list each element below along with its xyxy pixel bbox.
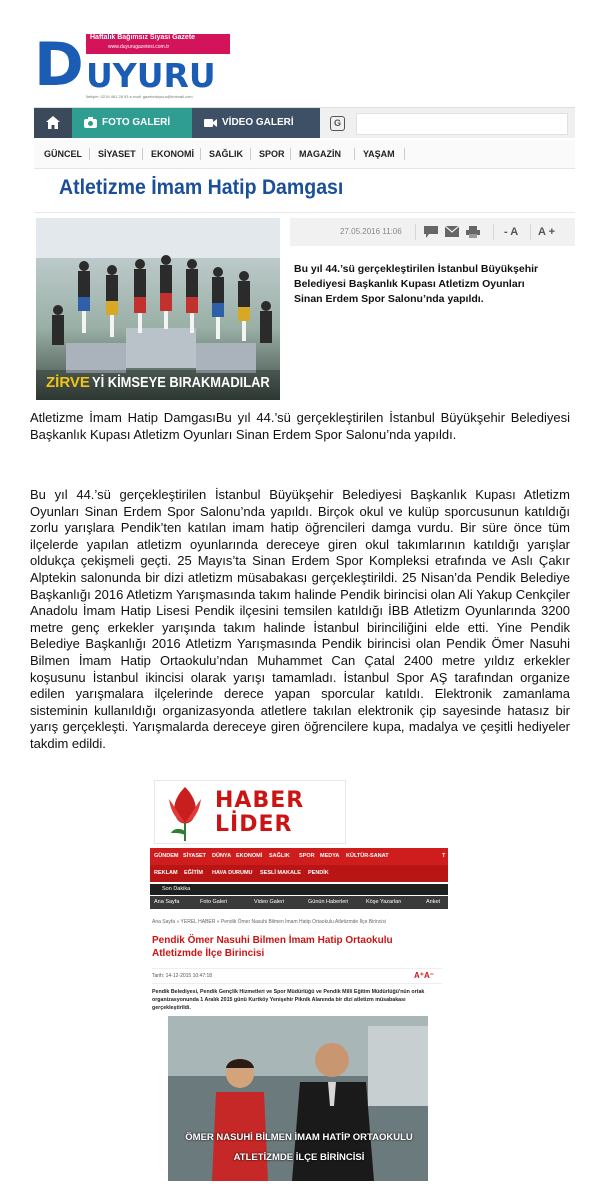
search-input[interactable] — [356, 113, 568, 135]
embed-sub-nav — [150, 865, 448, 882]
logo-tagline: Haftalık Bağımsız Siyasi Gazete — [90, 34, 196, 41]
site-logo[interactable] — [34, 30, 230, 104]
embed-nav-item: EĞİTİM — [184, 870, 203, 876]
haberlider-logo-line1: HABER — [215, 788, 305, 813]
embedded-news-screenshot — [150, 776, 448, 1183]
article-headline: Atletizme İmam Hatip Damgası — [59, 176, 344, 199]
divider — [34, 212, 575, 213]
mail-icon[interactable] — [445, 226, 459, 237]
embed-quick-item: Anket — [426, 899, 441, 905]
logo-wordmark: UYURU — [86, 56, 216, 95]
embed-breadcrumb: Ana Sayfa » YEREL HABER » Pendik Ömer Nasuhi Bilmen İmam Hatip Ortaokulu Atletizmde İlçe Birincisi — [152, 919, 386, 925]
embed-nav-item: EKONOMİ — [236, 853, 263, 859]
google-plus-icon[interactable]: G — [330, 116, 345, 131]
embed-nav-item: DÜNYA — [212, 853, 232, 859]
camera-icon — [84, 117, 97, 128]
embed-quick-nav — [150, 896, 448, 909]
article-paragraph-2: Bu yıl 44.’sü gerçekleştirilen İstanbul Büyükşehir Belediyesi Başkanlık Kupası Atletizm Oyunları Sinan Erdem Spor Salonu’nda yapıldı. Birçok okul ve kulüp sporcusunun katıldığı zorlu yarışlara Pendik’ten katılan imam hatip öğrencileri damga vurdu. Bir süre önce tüm ilçelerde yapılan atletizm oyunlarında dereceye giren okul takımlarının katıldığı yarışlar oldukça çekişmeli geçti. 25 Mayıs’ta Sinan Erdem Spor Kompleksi etrafında ve Aslı Çakır Alptekin salonunda bir dizi atletizm müsabakası gerçekleştirildi. 25 Nisan’da Pendik Belediye Başkanlığı 2016 Atletizm Yarışmasında takım halinde Pendik birincisi olan Ali Yakup Cenkçiler Anadolu İmam Hatip Lisesi Pendik ilçesini temsilen katıldığı İBB Atletizm Oyunlarında 3200 metre genç erkekler yarışında takım halinde İstanbul birinciliğini elde etti. Yine Pendik Belediye Başkanlığı 2016 Atletizm Yarışmasında Pendik birincisi olan Pendik Ömer Nasuhi Bilmen İmam Hatip Ortaokulu’ndan Muhammet Can Çatal 2400 metre yıldız erkekler koşusunu İstanbul ikincisi olarak yarışı tamamladı. İstanbul Spor AŞ tarafından organize edilen yarışmalara ilçelerinde derece yapan sporcular katıldı. Elektronik zamanlama sisteminin kullanıldığı organizasyonda atletlere takılan elektronik çip sayesinde hatasız bir yarış gerçekleşti. Yarışmalarda dereceye giren öğrencilere kupa, madalya ve çeşitli hediyeler takdim edildi. — [30, 487, 570, 751]
photo-gallery-link[interactable] — [72, 108, 192, 138]
embed-caption-line2: ATLETİZMDE İLÇE BİRİNCİSİ — [233, 1152, 365, 1163]
photo-gallery-label: FOTO GALERİ — [102, 117, 171, 128]
embed-quick-item: Ana Sayfa — [154, 899, 180, 905]
embed-quick-item: Video Galeri — [254, 899, 285, 905]
haberlider-logo-line2: LİDER — [215, 812, 293, 837]
embed-nav-item: SİYASET — [183, 853, 207, 859]
font-increase-button[interactable]: A + — [538, 226, 556, 238]
embed-quick-item: Köşe Yazarları — [366, 899, 402, 905]
nav-item-saglik[interactable]: SAĞLIK — [209, 149, 244, 159]
embed-nav-item: T — [442, 853, 446, 859]
nav-item-yasam[interactable]: YAŞAM — [363, 149, 395, 159]
photo-caption-text: Yİ KİMSEYE BIRAKMADILAR — [92, 374, 270, 391]
embed-nav-item: REKLAM — [154, 870, 178, 876]
article-date: 27.05.2016 11:06 — [340, 227, 402, 236]
embed-nav-item: SESLİ MAKALE — [260, 870, 301, 876]
embed-title: Pendik Ömer Nasuhi Bilmen İmam Hatip Ortaokulu Atletizmde İlçe Birincisi — [152, 935, 393, 959]
nav-item-siyaset[interactable]: SİYASET — [98, 149, 136, 159]
font-decrease-button[interactable]: - A — [504, 226, 519, 238]
comment-icon[interactable] — [424, 226, 438, 238]
embed-lead: Pendik Belediyesi, Pendik Gençlik Hizmetleri ve Spor Müdürlüğü ve Pendik Milli Eğitim Müdürlüğü'nün ortak organizasyonunda 1 Aralık 2015 günü Kurtköy Yenişehir Piknik Alanında bir dizi atletizm müsabakası gerçekleştirildi. — [152, 989, 425, 1011]
embed-main-nav — [150, 848, 448, 865]
embed-quick-item: Günün Haberleri — [308, 899, 349, 905]
embed-breaking-news — [150, 884, 448, 895]
nav-item-spor[interactable]: SPOR — [259, 149, 285, 159]
embed-quick-item: Foto Galeri — [200, 899, 228, 905]
embed-nav-item: SAĞLIK — [269, 853, 290, 859]
embed-font-controls: A⁺A⁻ — [414, 971, 434, 980]
logo-contact: İletişim: 0216 481 28 93 e-mail: gazeteduyuru@hotmail.com — [86, 94, 193, 99]
embed-caption-line1: ÖMER NASUHİ BİLMEN İMAM HATİP ORTAOKULU — [185, 1132, 413, 1143]
article-meta-bar — [290, 218, 575, 246]
photo-caption — [36, 370, 280, 400]
video-gallery-link[interactable] — [192, 108, 320, 138]
nav-item-magazin[interactable]: MAGAZİN — [299, 149, 341, 159]
embed-nav-item: KÜLTÜR-SANAT — [346, 853, 389, 859]
video-icon — [204, 117, 217, 128]
nav-item-guncel[interactable]: GÜNCEL — [44, 149, 82, 159]
logo-letter: D — [34, 30, 82, 100]
video-gallery-label: VİDEO GALERİ — [222, 117, 294, 128]
embed-nav-item: GÜNDEM — [154, 853, 179, 859]
photo-caption-highlight: ZİRVE — [46, 374, 90, 391]
home-button[interactable] — [34, 108, 72, 138]
article-summary: Bu yıl 44.’sü gerçekleştirilen İstanbul Büyükşehir Belediyesi Başkanlık Kupası Atletizm Oyunları Sinan Erdem Spor Salonu’nda yapıldı. — [294, 263, 539, 305]
embed-nav-item: SPOR — [299, 853, 315, 859]
home-icon — [46, 116, 60, 129]
embed-date-row — [152, 968, 442, 984]
embed-date: Tarih: 14-12-2015 10:47:18 — [152, 973, 213, 979]
embed-nav-item: MEDYA — [320, 853, 340, 859]
article-paragraph-1: Atletizme İmam Hatip DamgasıBu yıl 44.’sü gerçekleştirilen İstanbul Büyükşehir Belediyesi Başkanlık Kupası Atletizm Oyunları Sinan Erdem Spor Salonu’nda yapıldı. — [30, 410, 570, 442]
embed-nav-item: PENDİK — [308, 870, 329, 876]
nav-item-ekonomi[interactable]: EKONOMİ — [151, 149, 195, 159]
tulip-logo-icon — [165, 785, 205, 841]
haberlider-logo — [154, 780, 346, 844]
top-nav-bar — [34, 107, 575, 138]
embed-nav-item: HAVA DURUMU — [212, 870, 253, 876]
print-icon[interactable] — [466, 226, 480, 238]
logo-url: www.duyurugazetesi.com.tr — [108, 44, 170, 50]
category-nav — [34, 140, 575, 169]
embed-ticker-label: Son Dakika — [162, 886, 191, 892]
